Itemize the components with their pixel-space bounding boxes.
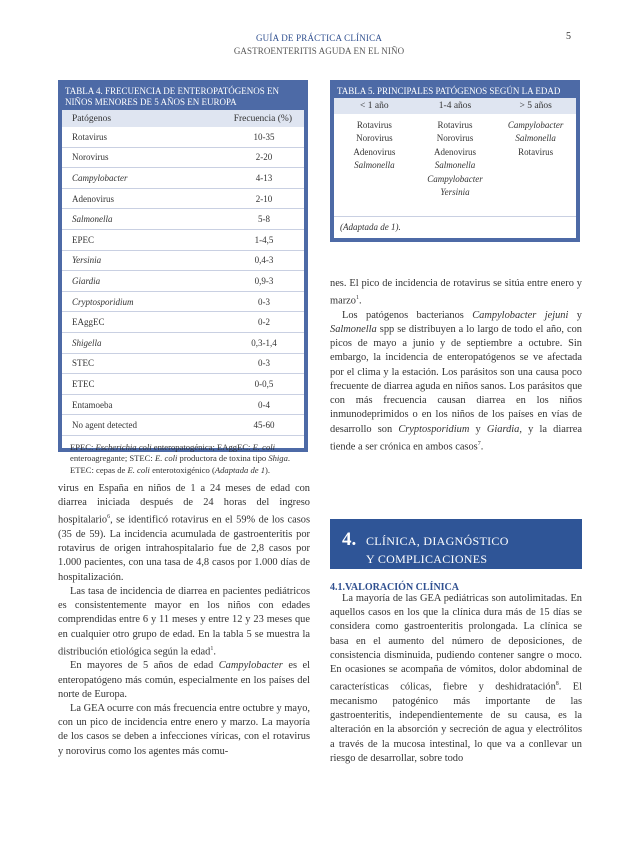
text: . El mecanismo patogénico más importante de las gastroenteritis, independientemente de su causa, es la alteración en la absorción y secreción de agua y electrólitos a través de la mucosa intestinal, lo que va a conllevar un riesgo de desarrollar, sobre todo [330, 681, 583, 764]
frequency-cell: 5-8 [258, 214, 270, 225]
citation: 1 [210, 645, 214, 652]
section-heading [330, 519, 582, 569]
subsection-text [330, 592, 582, 766]
text: . [213, 646, 216, 658]
pathogen-cell: Adenovirus [434, 146, 476, 157]
table-row [334, 172, 576, 186]
italic-text: Cryptosporidium [398, 423, 470, 435]
note-text: productora de toxina tipo [177, 453, 269, 464]
pathogen-cell: Campylobacter [507, 119, 564, 130]
table-4-rows [62, 127, 304, 436]
paragraph [58, 659, 310, 702]
table-4 [58, 80, 308, 475]
frequency-cell: 1-4,5 [254, 234, 274, 245]
pathogen-cell: Salmonella [72, 214, 113, 225]
italic-text: Giardia, [486, 423, 522, 435]
section-number: 4. [342, 529, 357, 550]
table-row [62, 251, 304, 272]
pathogen-cell: STEC [72, 358, 95, 369]
table-5-header [334, 98, 576, 114]
pathogen-cell: Norovirus [356, 133, 393, 144]
paragraph [330, 309, 582, 455]
table-4-note [62, 436, 304, 483]
frequency-cell: 0,4-3 [254, 255, 274, 266]
paragraph: La GEA ocurre con más frecuencia entre octubre y mayo, con un pico de incidencia entre enero y marzo. La mayoría de los casos se deben a infecciones víricas, con el rotavirus y norovirus como los agentes más comu- [58, 702, 310, 757]
table-5-note: (Adaptada de 1). [334, 216, 576, 238]
italic-text: Campylobacter jejuni [472, 309, 569, 321]
table-5-rows [334, 114, 576, 199]
pathogen-cell: Yersinia [440, 187, 470, 198]
text: En mayores de 5 años de edad [70, 660, 219, 672]
paragraph [330, 277, 582, 309]
frequency-cell: 0-3 [258, 358, 270, 369]
table-row [334, 186, 576, 200]
pathogen-cell: EAggEC [72, 317, 105, 328]
frequency-cell: 0,9-3 [254, 275, 274, 286]
frequency-cell: 0-4 [258, 399, 270, 410]
left-column-text [58, 482, 310, 759]
section-title-line2: Y COMPLICACIONES [366, 552, 488, 566]
note-text: enteropatogénica; EAggEC: [151, 441, 253, 452]
text: y la diarrea tiende a ser crónica en ambos casos [330, 423, 583, 453]
table-5-body [334, 98, 576, 238]
paragraph [58, 585, 310, 659]
note-italic: E. coli [154, 453, 178, 464]
text: Las tasa de incidencia de diarrea en pacientes pediátricos es consistentemente mayor en los niños con edades comprendidas entre 6 y 11 meses y entre 12 y 23 meses que en cualquier otro grupo de edad. En la tabla 5 se muestra la distribución etiológica según la edad [58, 585, 310, 658]
pathogen-cell: Shigella [72, 337, 102, 348]
pathogen-cell: Entamoeba [72, 399, 113, 410]
pathogen-cell: ETEC [72, 378, 95, 389]
running-header-subtitle: GASTROENTERITIS AGUDA EN EL NIÑO [233, 46, 405, 56]
table-row [62, 209, 304, 230]
column-header-age-2: 1-4 años [438, 101, 472, 111]
text: es el enteropatógeno más común, especialmente en los países del norte de Europa. [58, 660, 310, 700]
table-row [334, 145, 576, 159]
table-row [62, 230, 304, 251]
text: Los patógenos bacterianos [342, 309, 473, 321]
pathogen-cell: Campylobacter [72, 172, 128, 183]
table-row [62, 292, 304, 313]
table-row [62, 271, 304, 292]
table-row [62, 148, 304, 169]
frequency-cell: 0-3 [258, 296, 270, 307]
note-text: . ETEC: cepas de [70, 453, 291, 475]
frequency-cell: 10-35 [253, 131, 275, 142]
section-title-line1: CLÍNICA, DIAGNÓSTICO [366, 534, 509, 548]
pathogen-cell: Salmonella [515, 133, 556, 144]
text: . [358, 295, 362, 307]
note-text: enterotoxigénico ( [149, 464, 215, 475]
column-header-frequency: Frecuencia (%) [233, 114, 292, 124]
table-row [62, 374, 304, 395]
table-4-title: TABLA 4. FRECUENCIA DE ENTEROPATÓGENOS EN NIÑOS MENORES DE 5 AÑOS EN EUROPA [65, 86, 279, 107]
pathogen-cell: Norovirus [436, 133, 474, 144]
pathogen-cell: Campylobacter [427, 173, 483, 184]
frequency-cell: 4-13 [255, 172, 273, 183]
pathogen-cell: Salmonella [434, 160, 476, 171]
note-italic: Shiga [268, 453, 288, 464]
page-number: 5 [566, 31, 571, 42]
running-header-title: GUÍA DE PRÁCTICA CLÍNICA [255, 33, 383, 43]
table-row [62, 189, 304, 210]
table-row [62, 415, 304, 436]
table-row [334, 118, 576, 132]
table-4-body [62, 110, 304, 475]
table-5 [330, 80, 580, 242]
paragraph [330, 592, 582, 766]
italic-text: Campylobacter [218, 660, 283, 672]
citation: 1 [355, 295, 359, 302]
table-4-header [62, 110, 304, 127]
note-italic: E. coli [127, 464, 150, 475]
text: spp se distribuyen a lo largo de todo el año, con picos de mayo a junio y de septiembre a octubre. Sin embargo, la incidencia de enteropatógenos se ve afectada por el clima y la estación. Los parásitos son una causa poco frecuente de diarrea aguda en niños sanos. Los parásitos que con más frecuencia causan diarrea en los niños inmunodeprimidos o en los niños de los países en vías de desarrollo son [330, 324, 582, 435]
paragraph [58, 482, 310, 585]
pathogen-cell: Salmonella [354, 160, 395, 171]
text: La mayoría de las GEA pediátricas son autolimitadas. En aquellos casos en los que la clínica dura más de 15 días se considera como gastroenteritis prolongada. La clínica se basa en el aumento del número de deposiciones, de consistencia disminuida, pudiendo contener sangre o moco. En ocasiones se acompaña de vómitos, dolor abdominal de características cólicas, fiebre y deshidratación [330, 593, 582, 693]
pathogen-cell: EPEC [72, 234, 95, 245]
column-header-age-1: < 1 año [360, 101, 389, 111]
pathogen-cell: Adenovirus [353, 146, 396, 157]
table-5-title: TABLA 5. PRINCIPALES PATÓGENOS SEGÚN LA EDAD [337, 86, 561, 96]
text: virus en España en niños de 1 a 24 meses de edad con diarrea iniciada después de 24 horas del ingreso hospitalario [58, 483, 310, 526]
table-row [62, 395, 304, 416]
table-row [62, 312, 304, 333]
text: . [480, 441, 484, 453]
citation: 8 [555, 681, 559, 688]
frequency-cell: 45-60 [253, 420, 275, 431]
text: nes. El pico de incidencia de rotavirus se sitúa entre enero y marzo [330, 278, 582, 307]
frequency-cell: 2-20 [255, 152, 273, 163]
table-row [62, 168, 304, 189]
text: y [469, 423, 487, 435]
text: y [568, 309, 582, 321]
frequency-cell: 0,3-1,4 [251, 337, 277, 348]
pathogen-cell: Rotavirus [72, 131, 107, 142]
table-row [334, 159, 576, 173]
pathogen-cell: Giardia [72, 275, 101, 286]
note-text: EPEC: [70, 441, 96, 452]
note-text: enteroagregante; STEC: [70, 453, 155, 464]
pathogen-cell: Adenovirus [72, 193, 114, 204]
frequency-cell: 0-2 [258, 317, 270, 328]
table-row [62, 127, 304, 148]
frequency-cell: 0-0,5 [254, 378, 274, 389]
note-italic: Escherichia coli [95, 441, 152, 452]
column-header-pathogen: Patógenos [72, 114, 112, 124]
pathogen-cell: Rotavirus [518, 146, 554, 157]
pathogen-cell: Yersinia [72, 255, 102, 266]
pathogen-cell: Rotavirus [356, 119, 392, 130]
table-row [62, 333, 304, 354]
pathogen-cell: Rotavirus [437, 119, 473, 130]
pathogen-cell: Cryptosporidium [72, 296, 134, 307]
note-text: ). [265, 464, 271, 475]
citation: 6 [107, 514, 111, 521]
pathogen-cell: Norovirus [72, 152, 109, 163]
right-column-text [330, 277, 582, 454]
pathogen-cell: No agent detected [72, 420, 137, 431]
text: , se identificó rotavirus en el 59% de los casos (35 de 59). La incidencia acumulada de gastroenteritis por rotavirus de origen intrahospitalario fue de 2,8 casos por 1.000 pacientes, con una tasa de 4,8 casos por 1.000 días de hospitalización. [58, 514, 310, 583]
note-italic: E. coli [252, 441, 276, 452]
column-header-age-3: > 5 años [519, 101, 552, 111]
subsection-heading: 4.1.VALORACIÓN CLÍNICA [330, 582, 459, 593]
note-italic: Adaptada de 1 [214, 464, 265, 475]
table-row [334, 132, 576, 146]
table-row [62, 354, 304, 375]
citation: 7 [477, 440, 481, 447]
italic-text: Salmonella [330, 324, 377, 336]
frequency-cell: 2-10 [255, 193, 273, 204]
